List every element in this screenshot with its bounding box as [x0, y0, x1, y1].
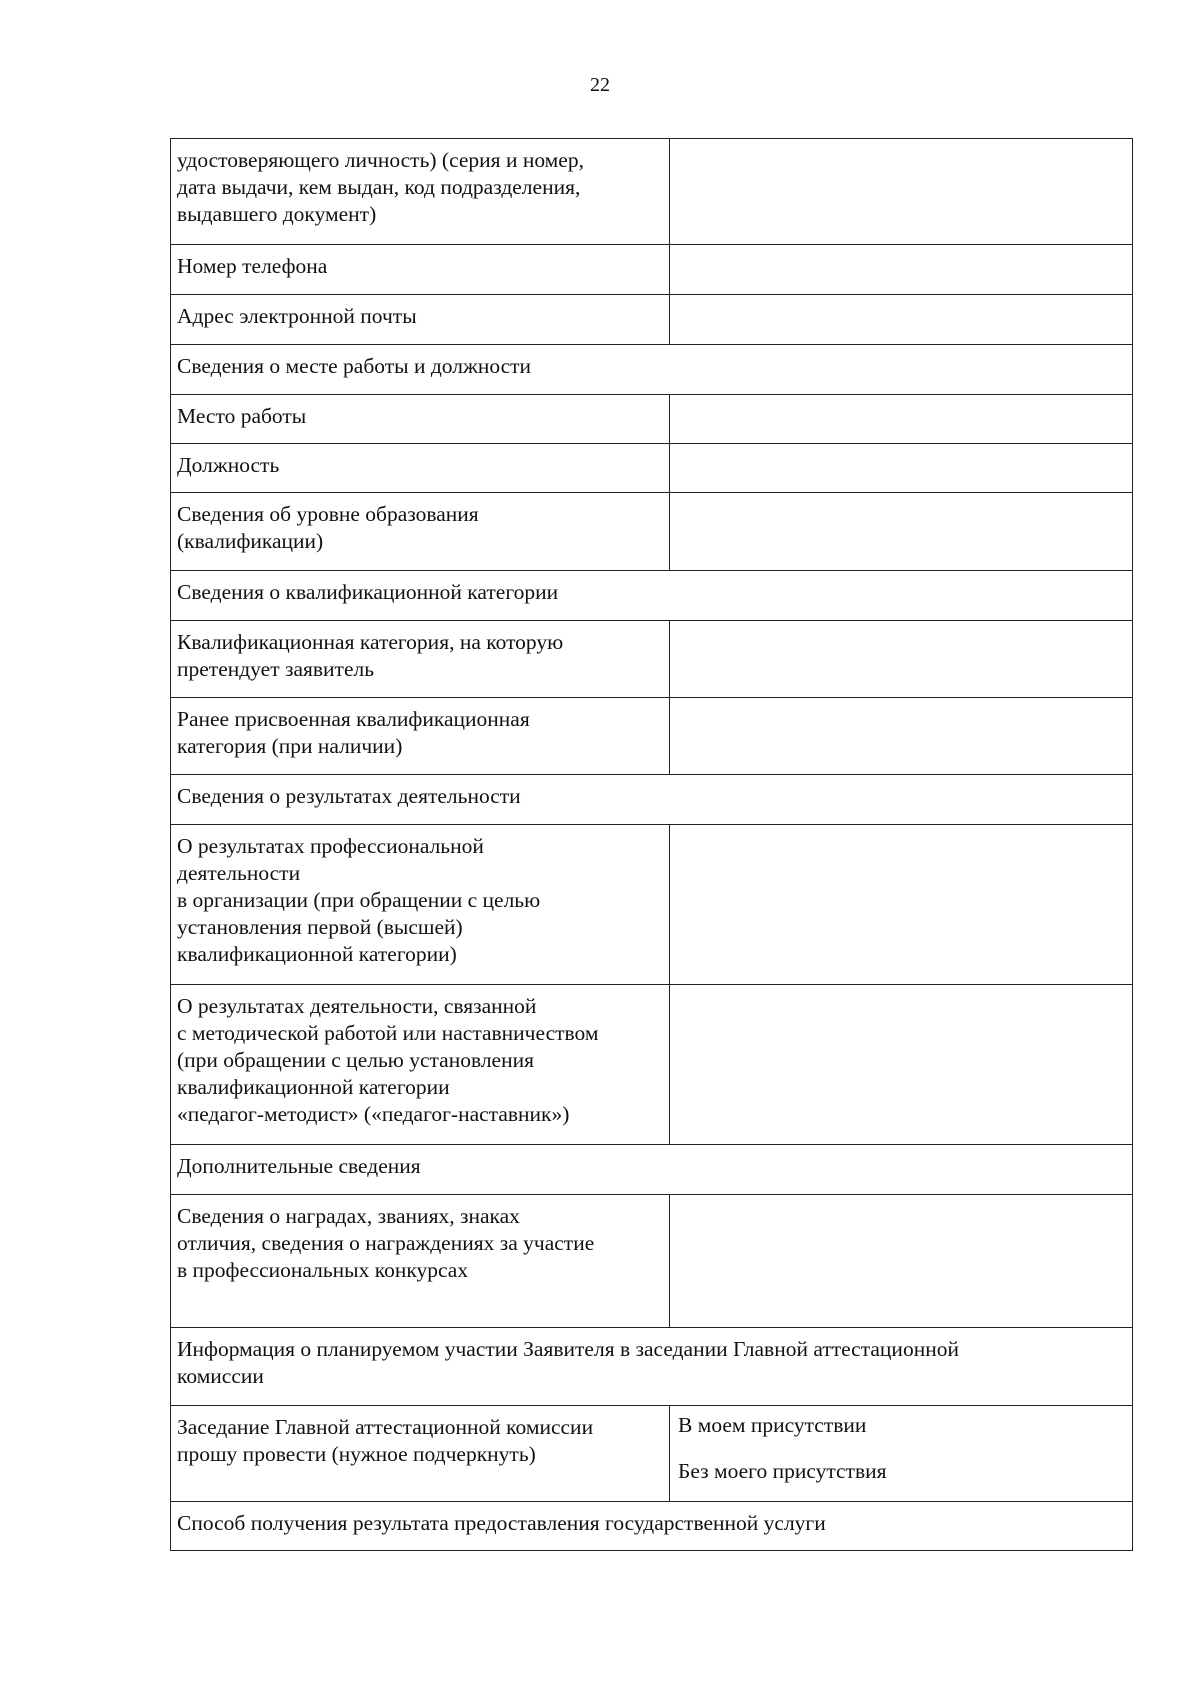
- table-row: [171, 493, 1133, 571]
- field-label: О результатах деятельности, связанной с методической работой или наставничеством (при обращении с целью установления квалификационной категории «педагог-методист» («педагог-наставник»): [177, 994, 599, 1126]
- table-row: [171, 139, 1133, 245]
- section-heading-cell: [171, 345, 1133, 395]
- section-heading-cell: [171, 571, 1133, 621]
- field-label-cell: [171, 295, 670, 345]
- section-heading: Информация о планируемом участии Заявителя в заседании Главной аттестационной комиссии: [177, 1337, 959, 1388]
- field-label-cell: [171, 493, 670, 571]
- section-row: [171, 345, 1133, 395]
- table-row: [171, 985, 1133, 1145]
- field-value-cell[interactable]: [670, 295, 1133, 345]
- field-value-cell[interactable]: [670, 825, 1133, 985]
- table-row: [171, 621, 1133, 698]
- field-label: Номер телефона: [177, 254, 328, 278]
- table-row: [171, 825, 1133, 985]
- field-label-cell: [171, 825, 670, 985]
- field-label: О результатах профессиональной деятельности в организации (при обращении с целью установления первой (высшей) квалификационной категории): [177, 834, 541, 966]
- field-label-cell: [171, 1195, 670, 1328]
- field-label: Сведения о наградах, званиях, знаках отличия, сведения о награждениях за участие в профессиональных конкурсах: [177, 1204, 595, 1282]
- table-row: [171, 395, 1133, 444]
- field-label: Место работы: [177, 404, 307, 428]
- page-number: 22: [590, 74, 610, 96]
- section-heading: Сведения о результатах деятельности: [177, 784, 521, 808]
- option-label: Без моего присутствия: [678, 1459, 887, 1483]
- section-heading: Дополнительные сведения: [177, 1154, 421, 1178]
- table-row: [171, 698, 1133, 775]
- section-heading-cell: [171, 1502, 1133, 1551]
- section-heading-cell: [171, 1145, 1133, 1195]
- section-heading-cell: [171, 775, 1133, 825]
- field-value-cell[interactable]: [670, 698, 1133, 775]
- section-heading: Способ получения результата предоставления государственной услуги: [177, 1511, 826, 1535]
- application-form-table: [170, 138, 1133, 1551]
- attendance-options-cell: [670, 1406, 1133, 1502]
- field-label: Должность: [177, 453, 280, 477]
- field-label: Сведения об уровне образования (квалификации): [177, 502, 479, 553]
- form-table-body: [171, 139, 1133, 1551]
- field-label: Заседание Главной аттестационной комиссии прошу провести (нужное подчеркнуть): [177, 1415, 594, 1466]
- section-row: [171, 1328, 1133, 1406]
- field-label-cell: [171, 985, 670, 1145]
- field-label-cell: [171, 1406, 670, 1502]
- field-value-cell[interactable]: [670, 621, 1133, 698]
- table-row: [171, 1195, 1133, 1328]
- field-label-cell: [171, 395, 670, 444]
- section-row: [171, 1145, 1133, 1195]
- table-row: [171, 444, 1133, 493]
- table-row: [171, 1406, 1133, 1502]
- field-label-cell: [171, 698, 670, 775]
- field-label-cell: [171, 245, 670, 295]
- field-label: удостоверяющего личность) (серия и номер, дата выдачи, кем выдан, код подразделения, выдавшего документ): [177, 148, 584, 226]
- field-label: Адрес электронной почты: [177, 304, 417, 328]
- field-value-cell[interactable]: [670, 1195, 1133, 1328]
- section-row: [171, 571, 1133, 621]
- field-label-cell: [171, 444, 670, 493]
- table-row: [171, 295, 1133, 345]
- field-label: Ранее присвоенная квалификационная категория (при наличии): [177, 707, 530, 758]
- field-value-cell[interactable]: [670, 444, 1133, 493]
- field-label-cell: [171, 139, 670, 245]
- section-heading: Сведения о месте работы и должности: [177, 354, 532, 378]
- option-in-presence[interactable]: [670, 1406, 1132, 1440]
- field-value-cell[interactable]: [670, 395, 1133, 444]
- table-row: [171, 245, 1133, 295]
- section-heading-cell: [171, 1328, 1133, 1406]
- option-label: В моем присутствии: [678, 1413, 867, 1437]
- section-heading: Сведения о квалификационной категории: [177, 580, 559, 604]
- option-without-presence[interactable]: [670, 1452, 1132, 1486]
- field-value-cell[interactable]: [670, 245, 1133, 295]
- section-row: [171, 775, 1133, 825]
- field-value-cell[interactable]: [670, 985, 1133, 1145]
- field-value-cell[interactable]: [670, 139, 1133, 245]
- section-row: [171, 1502, 1133, 1551]
- field-label-cell: [171, 621, 670, 698]
- field-label: Квалификационная категория, на которую претендует заявитель: [177, 630, 564, 681]
- field-value-cell[interactable]: [670, 493, 1133, 571]
